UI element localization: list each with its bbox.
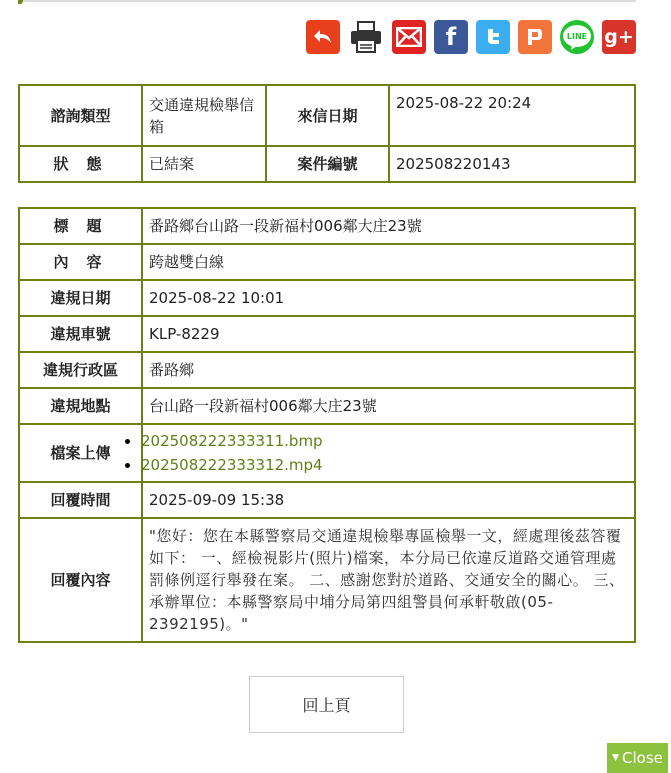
file-link[interactable]: • 202508222333311.bmp — [141, 429, 628, 453]
top-accent — [18, 0, 23, 4]
date-label: 來信日期 — [266, 85, 389, 146]
category-label: 諮詢類型 — [19, 85, 142, 146]
title-label: 標題 — [19, 208, 142, 244]
reply-content-value: "您好：您在本縣警察局交通違規檢舉專區檢舉一文，經處理後茲答覆如下： 一、經檢視影片(照片)檔案，本分局已依違反道路交通管理處罰條例逕行舉發在案。 二、感謝您對於道路、交通安全的關心。 三、承辦單位：本縣警察局中埔分局第四組警員何承軒敬啟(05-2392195)。" — [142, 518, 635, 642]
content-value: 跨越雙白線 — [142, 244, 635, 280]
detail-row-reply-content — [19, 518, 635, 642]
file-list — [141, 429, 628, 477]
case-value: 202508220143 — [389, 146, 635, 182]
file-link[interactable]: • 202508222333312.mp4 — [141, 453, 628, 477]
upload-label: 檔案上傳 — [19, 424, 142, 482]
summary-row-2 — [19, 146, 635, 182]
title-value: 番路鄉台山路一段新福村006鄰大庄23號 — [142, 208, 635, 244]
google-plus-glyph: g+ — [604, 26, 634, 48]
plate-value: KLP-8229 — [142, 316, 635, 352]
location-value: 台山路一段新福村006鄰大庄23號 — [142, 388, 635, 424]
close-label: Close — [622, 749, 663, 767]
district-value: 番路鄉 — [142, 352, 635, 388]
detail-row-violation-date — [19, 280, 635, 316]
detail-row-reply-time — [19, 482, 635, 518]
detail-row-district — [19, 352, 635, 388]
reply-time-label: 回覆時間 — [19, 482, 142, 518]
share-toolbar — [306, 20, 636, 54]
twitter-icon[interactable] — [476, 20, 510, 54]
back-page-button[interactable]: 回上頁 — [249, 676, 404, 733]
top-divider — [18, 0, 636, 2]
status-label: 狀態 — [19, 146, 142, 182]
google-plus-icon[interactable] — [602, 20, 636, 54]
reply-content-label: 回覆內容 — [19, 518, 142, 642]
detail-row-title — [19, 208, 635, 244]
status-value: 已結案 — [142, 146, 266, 182]
upload-value — [142, 424, 635, 482]
detail-row-location — [19, 388, 635, 424]
reply-time-value: 2025-09-09 15:38 — [142, 482, 635, 518]
violation-date-label: 違規日期 — [19, 280, 142, 316]
detail-table — [18, 207, 636, 643]
chevron-down-icon: ▼ — [612, 753, 620, 763]
location-label: 違規地點 — [19, 388, 142, 424]
case-label: 案件編號 — [266, 146, 389, 182]
district-label: 違規行政區 — [19, 352, 142, 388]
facebook-glyph: f — [445, 23, 457, 51]
category-value: 交通違規檢舉信箱 — [142, 85, 266, 146]
plate-label: 違規車號 — [19, 316, 142, 352]
close-button[interactable] — [607, 743, 668, 773]
date-value: 2025-08-22 20:24 — [389, 85, 635, 146]
detail-row-content — [19, 244, 635, 280]
line-icon[interactable] — [560, 20, 594, 54]
content-label: 內容 — [19, 244, 142, 280]
print-icon[interactable] — [348, 20, 384, 54]
summary-table — [18, 84, 636, 183]
violation-date-value: 2025-08-22 10:01 — [142, 280, 635, 316]
plurk-icon[interactable] — [518, 20, 552, 54]
detail-row-plate — [19, 316, 635, 352]
detail-row-upload — [19, 424, 635, 482]
back-icon[interactable] — [306, 20, 340, 54]
facebook-icon[interactable] — [434, 20, 468, 54]
mail-icon[interactable] — [392, 20, 426, 54]
summary-row-1 — [19, 85, 635, 146]
line-glyph: LINE — [566, 32, 588, 41]
